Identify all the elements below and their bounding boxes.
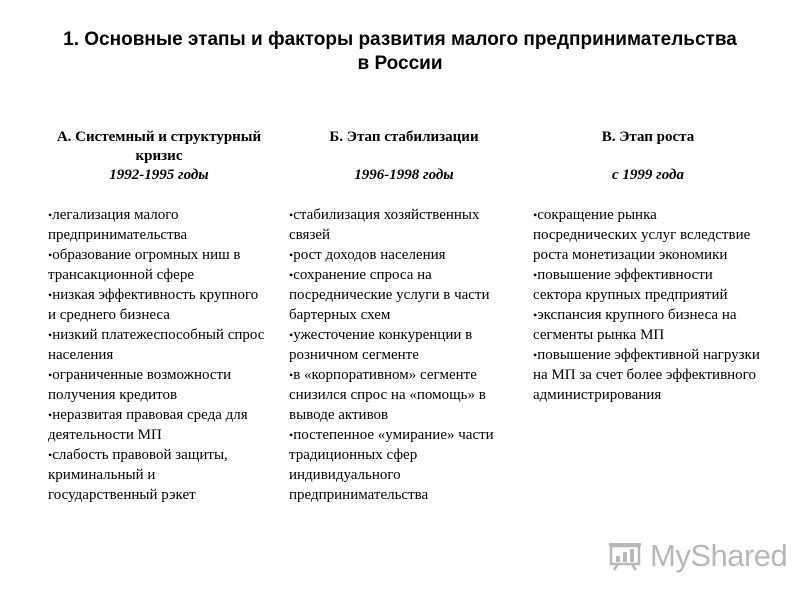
bullet-item: • повышение эффективной нагрузки на МП за счет более эффективного администрирования (533, 345, 763, 405)
bullet-item: • легализация малого предпринимательства (48, 205, 268, 245)
bullet-item: • сокращение рынка посреднических услуг вследствие роста монетизации экономики (533, 205, 763, 265)
bullet-item: • низкий платежеспособный спрос населения (48, 325, 268, 365)
bullet-item: • экспансия крупного бизнеса на сегменты рынка МП (533, 305, 763, 345)
bullet-item: • постепенное «умирание» части традиционных сфер индивидуального предпринимательства (289, 425, 519, 505)
bullet-item: • низкая эффективность крупного и среднего бизнеса (48, 285, 268, 325)
bullet-item: • слабость правовой защиты, криминальный и государственный рэкет (48, 445, 268, 505)
bullet-item: • в «корпоративном» сегменте снизился спрос на «помощь» в выводе активов (289, 365, 519, 425)
watermark-logo (606, 538, 787, 574)
column-period: с 1999 года (612, 167, 684, 183)
bullet-item: • рост доходов населения (289, 245, 519, 265)
column-period: 1992-1995 годы (109, 167, 209, 183)
column-period: 1996-1998 годы (354, 167, 454, 183)
bullet-item: • повышение эффективности сектора крупных предприятий (533, 265, 763, 305)
column-heading: А. Системный и структурный кризис (56, 129, 262, 164)
column-heading: Б. Этап стабилизации (329, 129, 479, 145)
watermark-text: MyShared (650, 538, 788, 573)
bullet-item: • сохранение спроса на посреднические услуги в части бартерных схем (289, 265, 519, 325)
bullet-list (48, 205, 268, 505)
bullet-item: • ограниченные возможности получения кредитов (48, 365, 268, 405)
column-heading: В. Этап роста (601, 129, 695, 145)
column-crisis (48, 128, 268, 505)
bullet-item: • неразвитая правовая среда для деятельности МП (48, 405, 268, 445)
slide-title: 1. Основные этапы и факторы развития малого предпринимательства в России (63, 29, 737, 74)
bullet-list (533, 205, 763, 405)
bullet-item: • образование огромных ниш в трансакционной сфере (48, 245, 268, 285)
column-growth (533, 128, 760, 405)
column-stabilization (289, 128, 509, 505)
bullet-item: • стабилизация хозяйственных связей (289, 205, 519, 245)
bullet-list (289, 205, 519, 505)
bullet-item: • ужесточение конкуренции в розничном сегменте (289, 325, 519, 365)
presentation-board-icon (606, 541, 644, 571)
